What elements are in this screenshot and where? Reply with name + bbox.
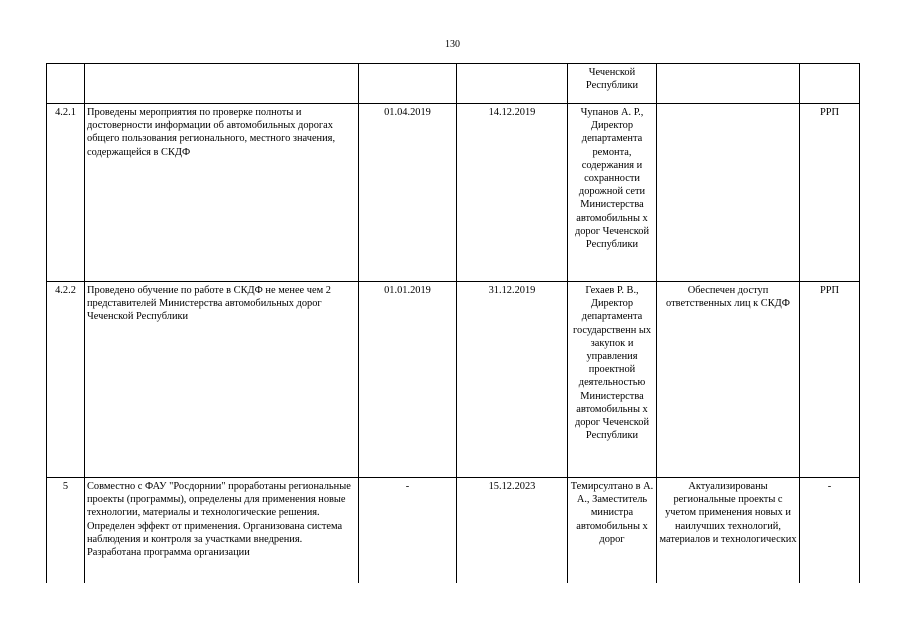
page-number: 130	[445, 39, 460, 50]
responsible-cell: Чеченской Республики	[568, 64, 657, 104]
result-cell: Актуализированы региональные проекты с учетом применения новых и наилучших технологий, материалов и технологических	[657, 478, 800, 583]
table-row	[47, 282, 860, 478]
row-number-cell: 4.2.1	[47, 104, 85, 282]
description-cell	[85, 64, 359, 104]
responsible-cell: Гехаев Р. В., Директор департамента государственн ых закупок и управления проектной деятельностью Министерства автомобильны х дорог Чеченской Республики	[568, 282, 657, 478]
start-date-cell: -	[359, 478, 457, 583]
table-row	[47, 64, 860, 104]
description-cell: Проведено обучение по работе в СКДФ не менее чем 2 представителей Министерства автомобильных дорог Чеченской Республики	[85, 282, 359, 478]
start-date-cell	[359, 64, 457, 104]
end-date-cell: 31.12.2019	[457, 282, 568, 478]
responsible-cell: Темирсултано в А. А., Заместитель министра автомобильны х дорог	[568, 478, 657, 583]
start-date-cell: 01.04.2019	[359, 104, 457, 282]
description-cell: Проведены мероприятия по проверке полноты и достоверности информации об автомобильных дорогах общего пользования регионального, местного значения, содержащейся в СКДФ	[85, 104, 359, 282]
table-row	[47, 104, 860, 282]
description-cell: Совместно с ФАУ "Росдорнии" проработаны региональные проекты (программы), определены для применения новые технологии, материалы и технологические решения. Определен эффект от применения. Организована система наблюдения и контроля за участками внедрения. Разработана программа организации	[85, 478, 359, 583]
result-cell	[657, 64, 800, 104]
table-row	[47, 478, 860, 583]
start-date-cell: 01.01.2019	[359, 282, 457, 478]
row-number-cell: 5	[47, 478, 85, 583]
result-cell	[657, 104, 800, 282]
end-date-cell: 15.12.2023	[457, 478, 568, 583]
level-cell: РРП	[800, 104, 860, 282]
level-cell	[800, 64, 860, 104]
level-cell: РРП	[800, 282, 860, 478]
row-number-cell: 4.2.2	[47, 282, 85, 478]
end-date-cell: 14.12.2019	[457, 104, 568, 282]
row-number-cell	[47, 64, 85, 104]
plan-table	[46, 63, 860, 583]
result-cell: Обеспечен доступ ответственных лиц к СКДФ	[657, 282, 800, 478]
level-cell: -	[800, 478, 860, 583]
end-date-cell	[457, 64, 568, 104]
responsible-cell: Чупанов А. Р., Директор департамента ремонта, содержания и сохранности дорожной сети Министерства автомобильны х дорог Чеченской Республики	[568, 104, 657, 282]
